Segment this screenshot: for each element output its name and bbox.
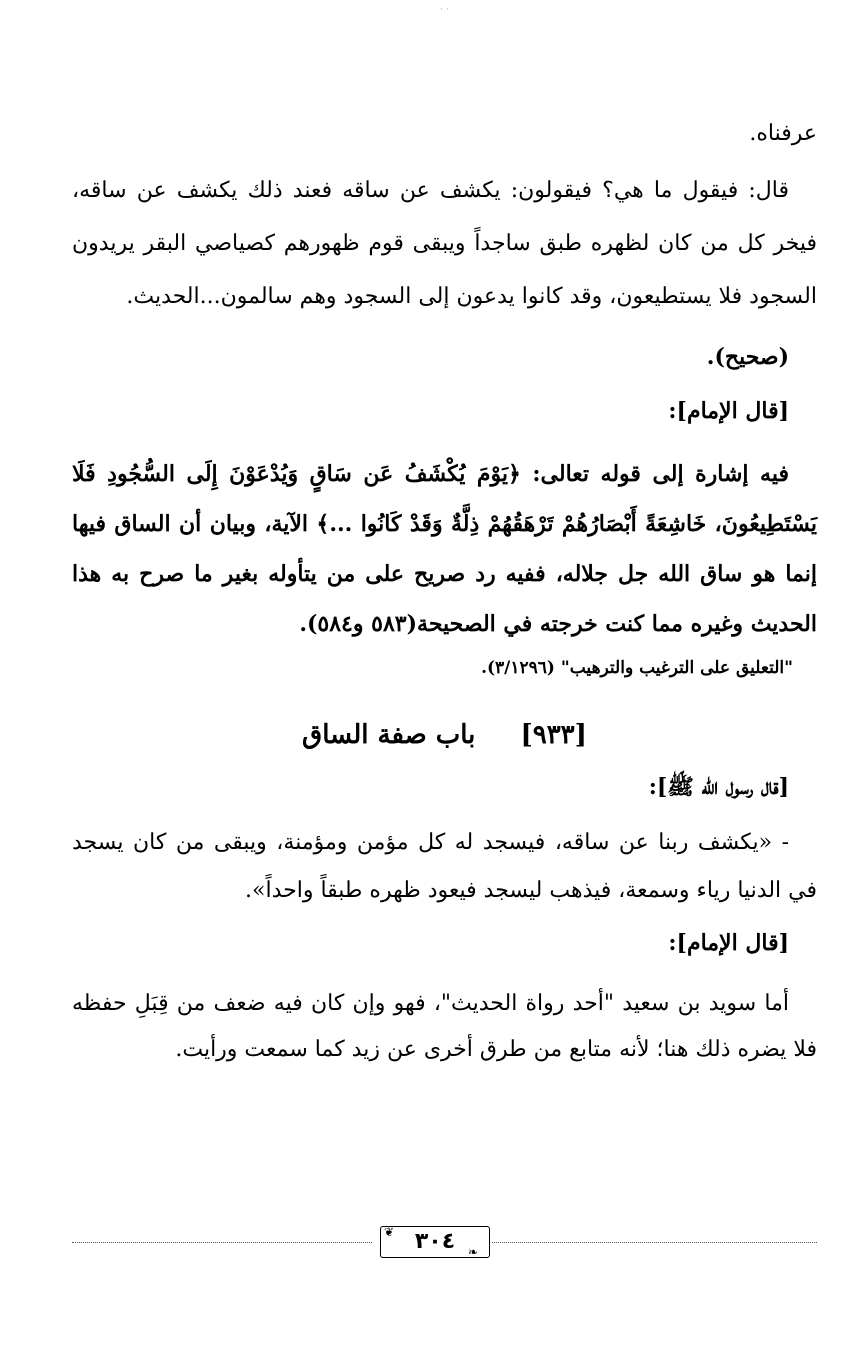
hadith-text-2: - «يكشف ربنا عن ساقه، فيسجد له كل مؤمن ومؤمنة، ويبقى من كان يسجد في الدنيا رياء وسمعة، فيذهب ليسجد فيعود ظهره طبقاً واحداً». — [72, 830, 817, 903]
scan-mark: · · — [440, 5, 449, 15]
hadith-continuation: قال: فيقول ما هي؟ فيقولون: يكشف عن ساقه فعند ذلك يكشف عن ساقه، فيخر كل من كان لظهره طبق ساجداً ويبقى قوم ظهورهم كصياصي البقر يريدون السجود فلا يستطيعون، وقد كانوا يدعون إلى السجود وهم سالمون...الحديث. — [72, 178, 817, 309]
chapter-title: باب صفة الساق — [302, 720, 476, 750]
chapter-heading — [72, 715, 817, 755]
page-number: ٣٠٤ — [380, 1226, 490, 1258]
ornament-icon: ❦ — [384, 1225, 395, 1239]
imam-heading-1: [قال الإمام]: — [668, 398, 789, 424]
imam-heading-2: [قال الإمام]: — [668, 930, 789, 956]
imam-comment-1: فيه إشارة إلى قوله تعالى: ﴿يَوْمَ يُكْشَفُ عَن سَاقٍ وَيُدْعَوْنَ إِلَى السُّجُودِ فَلَا يَسْتَطِيعُونَ، خَاشِعَةً أَبْصَارُهُمْ تَرْهَقُهُمْ ذِلَّةٌ وَقَدْ كَانُوا ...﴾ الآية، وبيان أن الساق فيها إنما هو ساق الله جل جلاله، ففيه رد صريح على من يتأوله بغير ما صرح به هذا الحديث وغيره مما كنت خرجته في الصحيحة(٥٨٣ و٥٨٤). — [72, 461, 817, 637]
top-fragment: عرفناه. — [749, 121, 817, 146]
ornament-icon: ❧ — [468, 1245, 479, 1259]
page-body — [72, 100, 817, 1073]
grade-label: (صحيح). — [706, 344, 789, 370]
source-reference: "التعليق على الترغيب والترهيب" (٣/١٢٩٦). — [481, 658, 793, 678]
imam-comment-2: أما سويد بن سعيد "أحد رواة الحديث"، فهو وإن كان فيه ضعف من قِبَلِ حفظه فلا يضره ذلك هنا؛ لأنه متابع من طرق أخرى عن زيد كما سمعت ورأيت. — [72, 991, 817, 1062]
chapter-number: [٩٣٣] — [520, 720, 587, 750]
prophet-heading: [قال رسول الله ﷺ]: — [648, 774, 789, 800]
footer-rule-right — [492, 1242, 817, 1243]
footer-rule-left — [72, 1242, 372, 1243]
